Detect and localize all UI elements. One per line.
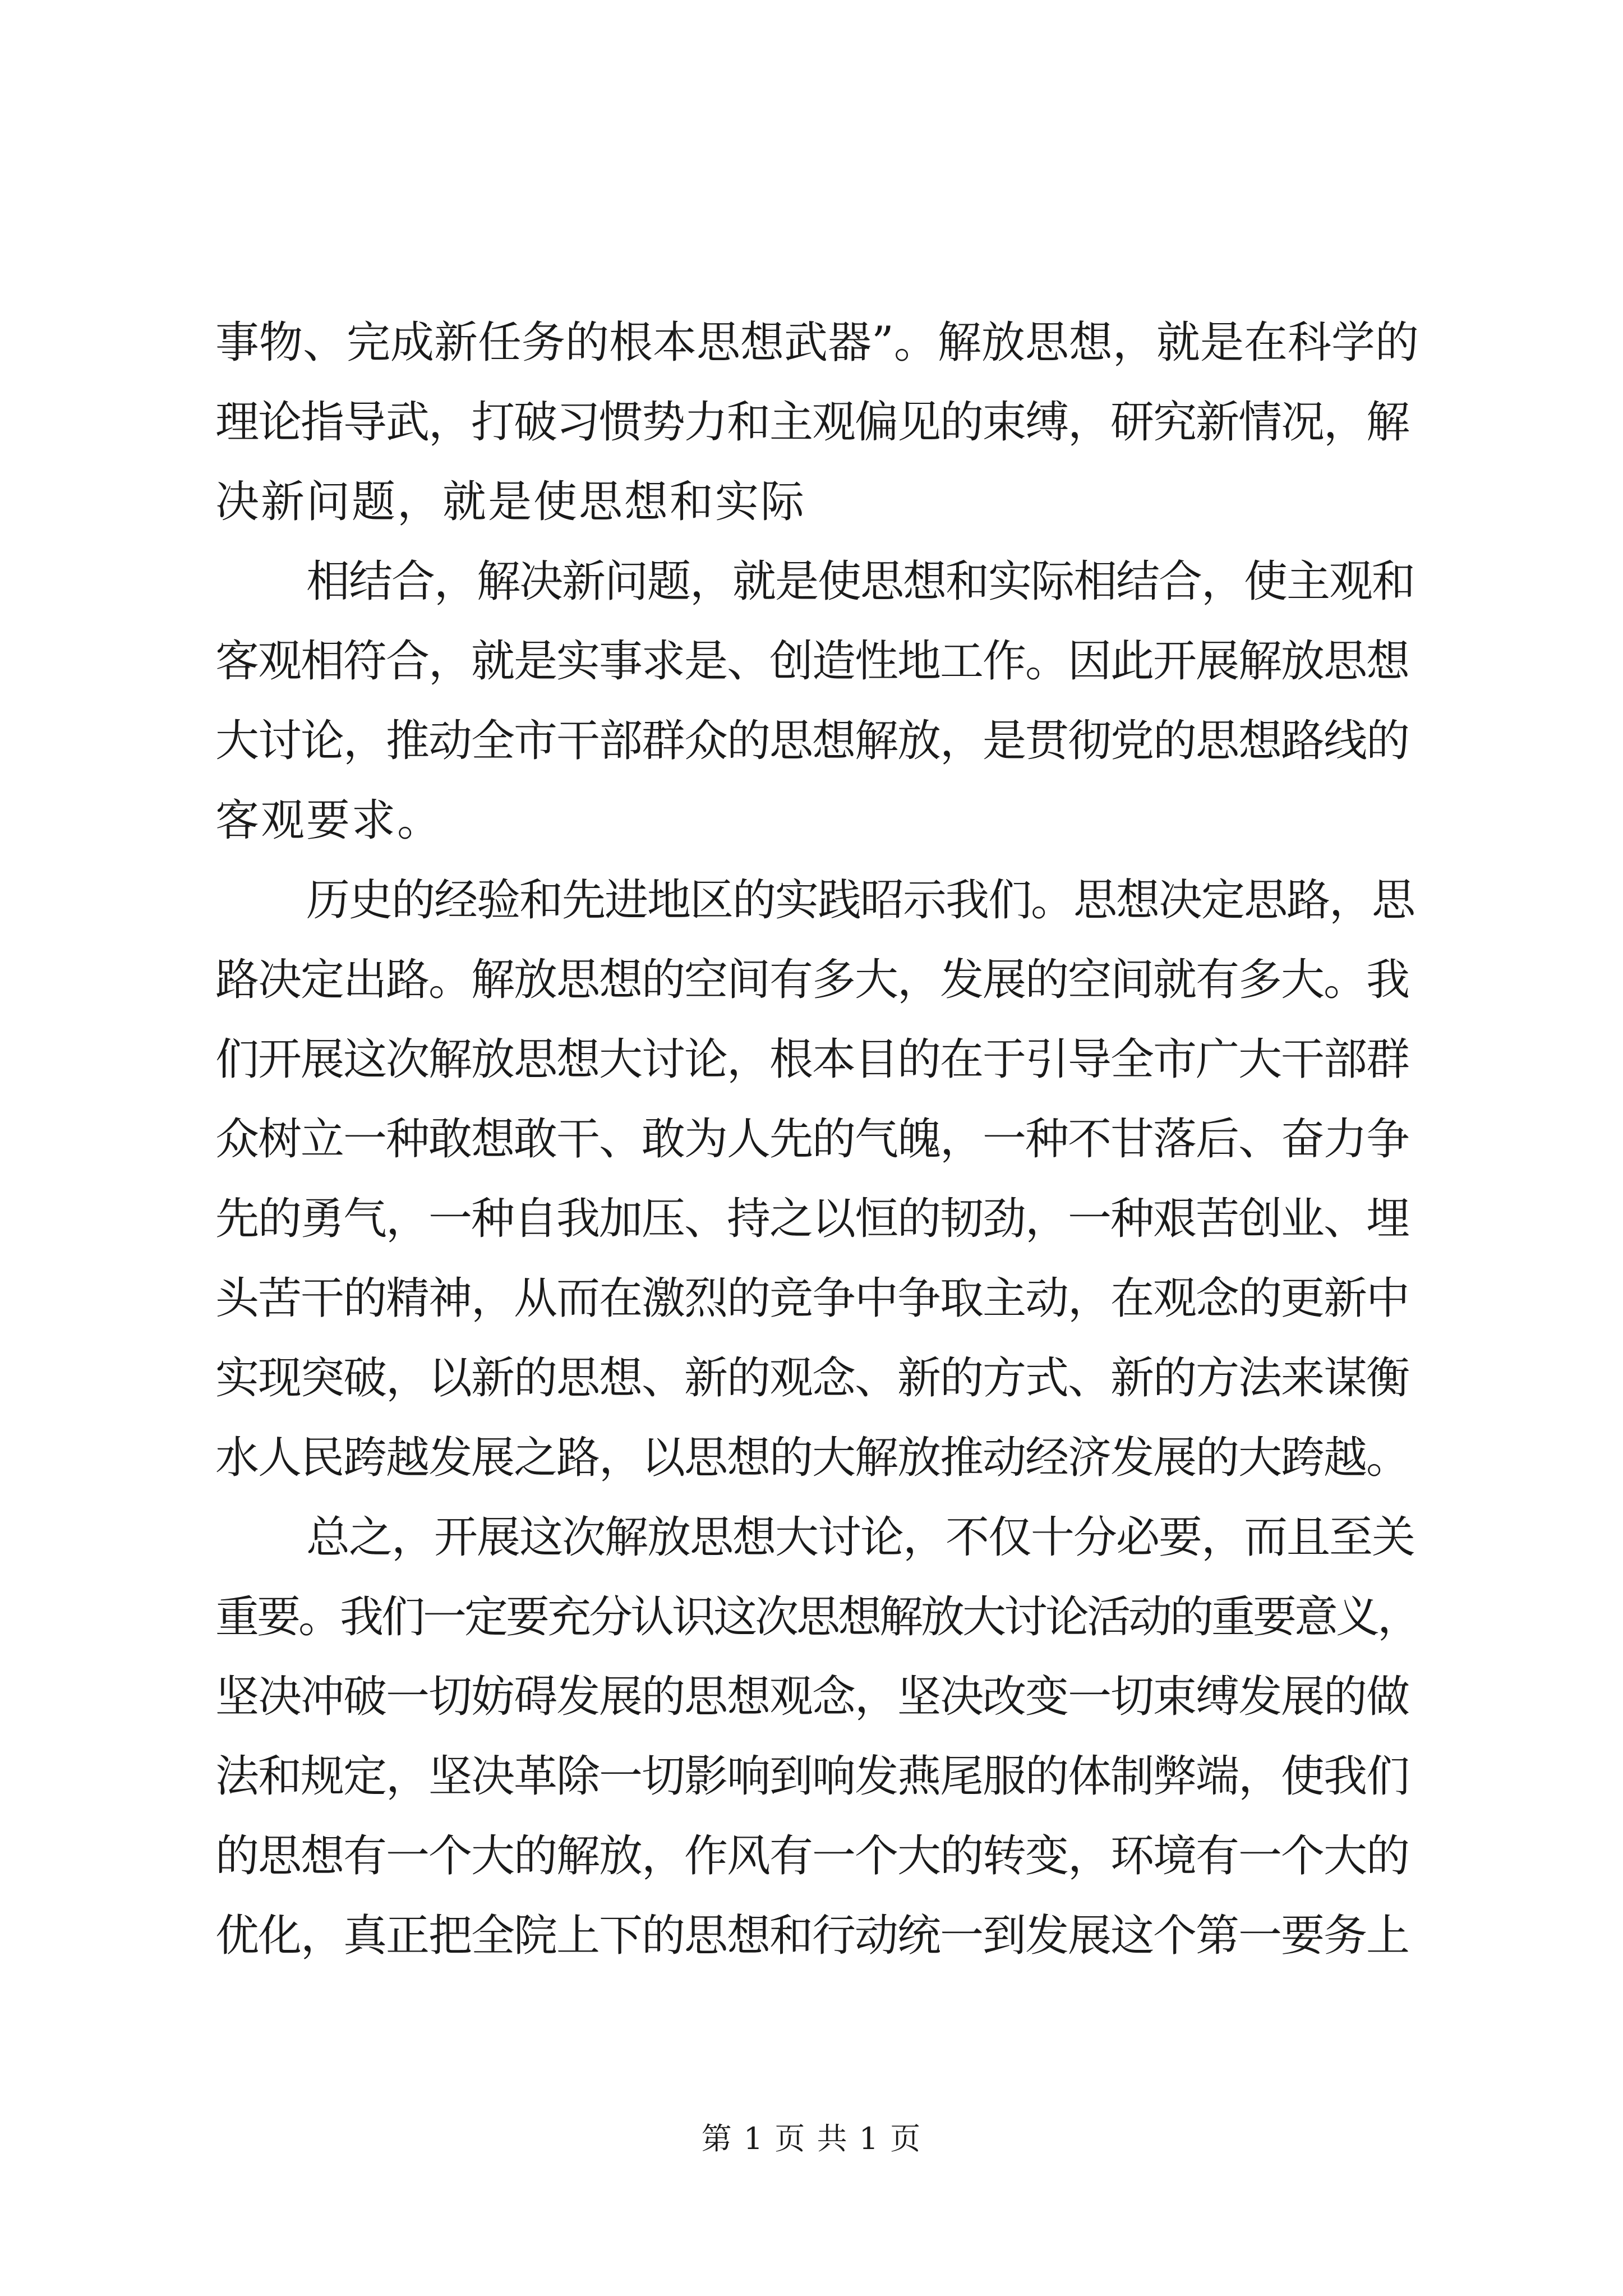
text-line: 先的勇气，一种自我加压、持之以恒的韧劲，一种艰苦创业、埋 xyxy=(215,1194,1409,1244)
text-line: 们开展这次解放思想大讨论，根本目的在于引导全市广大干部群 xyxy=(215,1034,1409,1085)
text-line: 客观相符合，就是实事求是、创造性地工作。因此开展解放思想 xyxy=(215,636,1409,687)
page-footer: 第 1 页 共 1 页 xyxy=(701,2121,922,2156)
text-line: 实现突破，以新的思想、新的观念、新的方式、新的方法来谋衡 xyxy=(215,1353,1409,1404)
text-line: 重要。我们一定要充分认识这次思想解放大讨论活动的重要意义， xyxy=(215,1592,1419,1642)
text-line: 坚决冲破一切妨碍发展的思想观念，坚决改变一切束缚发展的做 xyxy=(215,1672,1409,1722)
text-line: 理论指导武，打破习惯势力和主观偏见的束缚，研究新情况，解 xyxy=(215,397,1409,448)
text-line: 优化，真正把全院上下的思想和行动统一到发展这个第一要务上 xyxy=(215,1911,1409,1961)
text-line: 相结合，解决新问题，就是使思想和实际相结合，使主观和 xyxy=(306,556,1415,607)
text-line: 头苦干的精神，从而在激烈的竞争中争取主动，在观念的更新中 xyxy=(215,1273,1409,1324)
text-line: 的思想有一个大的解放，作风有一个大的转变，环境有一个大的 xyxy=(215,1831,1409,1881)
text-line: 决新问题，就是使思想和实际 xyxy=(215,477,806,527)
text-line: 众树立一种敢想敢干、敢为人先的气魄，一种不甘落后、奋力争 xyxy=(215,1114,1409,1165)
text-line: 法和规定，坚决革除一切影响到响发燕尾服的体制弊端，使我们 xyxy=(215,1751,1409,1802)
text-line: 客观要求。 xyxy=(215,795,443,846)
text-line: 事物、完成新任务的根本思想武器”。解放思想，就是在科学的 xyxy=(215,318,1419,368)
document-body xyxy=(215,303,1421,1976)
text-line: 路决定出路。解放思想的空间有多大，发展的空间就有多大。我 xyxy=(215,955,1409,1005)
text-line: 大讨论，推动全市干部群众的思想解放，是贯彻党的思想路线的 xyxy=(215,716,1409,766)
text-line: 历史的经验和先进地区的实践昭示我们。思想决定思路，思 xyxy=(306,875,1415,926)
text-line: 水人民跨越发展之路，以思想的大解放推动经济发展的大跨越。 xyxy=(215,1433,1409,1483)
text-line: 总之，开展这次解放思想大讨论，不仅十分必要，而且至关 xyxy=(306,1512,1415,1563)
